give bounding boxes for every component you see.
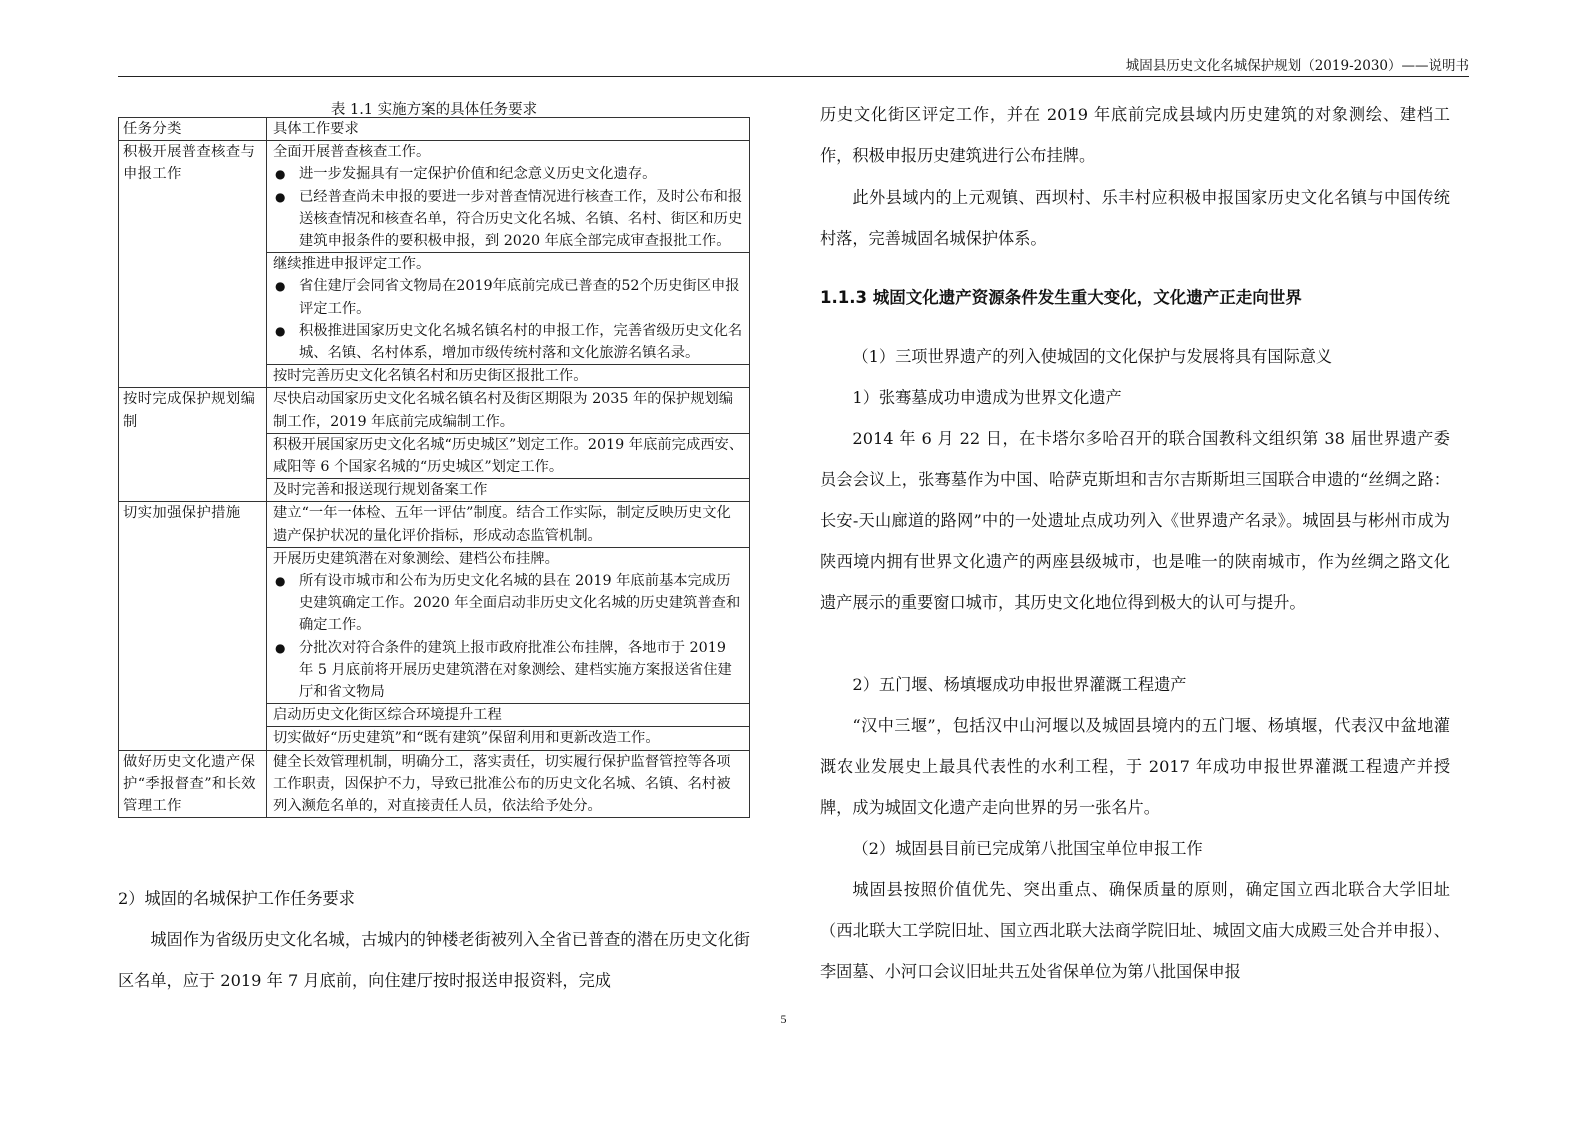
task-requirements <box>267 750 750 818</box>
task-requirements <box>267 502 750 547</box>
task-category: 按时完成保护规划编制 <box>119 388 267 502</box>
header-rule <box>118 76 1469 77</box>
bullet-text: 进一步发掘具有一定保护价值和纪念意义历史文化遗存。 <box>299 166 657 183</box>
table-row <box>119 141 750 253</box>
section-heading-1-1-3: 1.1.3 城固文化遗产资源条件发生重大变化，文化遗产正走向世界 <box>820 288 1302 307</box>
bullet-icon: ● <box>275 167 286 182</box>
requirement-text: 积极开展国家历史文化名城“历史城区”划定工作。2019 年底前完成西安、咸阳等 6 个国家名城的“历史城区”划定工作。 <box>273 436 744 476</box>
paragraph-towns: 此外县域内的上元观镇、西坝村、乐丰村应积极申报国家历史文化名镇与中国传统村落，完善城固名城保护体系。 <box>820 188 1450 248</box>
page-number: 5 <box>780 1012 787 1026</box>
bullet-text: 积极推进国家历史文化名城名镇名村的申报工作，完善省级历史文化名城、名镇、名村体系，增加市级传统村落和文化旅游名镇名录。 <box>299 322 743 362</box>
paragraph-continued: 历史文化街区评定工作，并在 2019 年底前完成县域内历史建筑的对象测绘、建档工作，积极申报历史建筑进行公布挂牌。 <box>820 105 1450 165</box>
bullet-text: 分批次对符合条件的建筑上报市政府批准公布挂牌，各地市于 2019 年 5 月底前将开展历史建筑潜在对象测绘、建档实施方案报送省住建厅和省文物局 <box>299 639 732 701</box>
bullet-item <box>273 275 744 319</box>
bullet-icon: ● <box>275 323 286 338</box>
paragraph-irrigation: “汉中三堰”，包括汉中山河堰以及城固县境内的五门堰、杨填堰，代表汉中盆地灌溉农业发展史上最具代表性的水利工程，于 2017 年成功申报世界灌溉工程遗产并授牌，成为城固文化遗产走向世界的另一张名片。 <box>820 716 1450 817</box>
task-category: 做好历史文化遗产保护“季报督查”和长效管理工作 <box>119 750 267 818</box>
table-row <box>119 750 750 818</box>
table-header-requirements: 具体工作要求 <box>267 118 750 141</box>
task-requirements <box>267 704 750 727</box>
bullet-icon: ● <box>275 279 286 294</box>
task-requirements <box>267 547 750 703</box>
bullet-icon: ● <box>275 189 286 204</box>
requirement-text: 按时完善历史文化名镇名村和历史街区报批工作。 <box>273 368 588 385</box>
bullet-icon: ● <box>275 574 286 589</box>
requirement-text: 开展历史建筑潜在对象测绘、建档公布挂牌。 <box>273 550 559 567</box>
bullet-text: 所有设市城市和公布为历史文化名城的县在 2019 年底前基本完成历史建筑确定工作。2020 年全面启动非历史文化名城的历史建筑普查和确定工作。 <box>299 573 741 634</box>
paragraph-national-units: 城固县按照价值优先、突出重点、确保质量的原则，确定国立西北联合大学旧址（西北联大工学院旧址、国立西北联大法商学院旧址、城固文庙大成殿三处合并申报）、李固墓、小河口会议旧址共五处省保单位为第八批国保申报 <box>820 880 1450 981</box>
task-requirements <box>267 365 750 388</box>
task-requirements-table <box>118 117 750 818</box>
task-requirements <box>267 433 750 478</box>
task-category: 切实加强保护措施 <box>119 502 267 750</box>
table-row <box>119 502 750 547</box>
bullet-item <box>273 320 744 364</box>
table-row <box>119 388 750 433</box>
bullet-icon: ● <box>275 640 286 655</box>
task-requirements <box>267 727 750 750</box>
subheading-zhang-qian: 1）张骞墓成功申遗成为世界文化遗产 <box>852 388 1122 407</box>
bullet-item <box>273 637 744 704</box>
requirement-text: 继续推进申报评定工作。 <box>273 256 431 273</box>
paragraph-city-task: 城固作为省级历史文化名城，古城内的钟楼老街被列入全省已普查的潜在历史文化街区名单，应于 2019 年 7 月底前，向住建厅按时报送申报资料，完成 <box>118 930 750 990</box>
requirement-text: 启动历史文化街区综合环境提升工程 <box>273 707 502 724</box>
subheading-irrigation: 2）五门堰、杨填堰成功申报世界灌溉工程遗产 <box>852 675 1187 694</box>
task-requirements <box>267 388 750 433</box>
requirement-text: 全面开展普查核查工作。 <box>273 144 431 161</box>
bullet-text: 已经普查尚未申报的要进一步对普查情况进行核查工作，及时公布和报送核查情况和核查名单，符合历史文化名城、名镇、名村、街区和历史建筑申报条件的要积极申报，到 2020 年底全部完成审查报批工作。 <box>299 188 743 250</box>
table-caption: 表 1.1 实施方案的具体任务要求 <box>330 102 538 118</box>
bullet-item <box>273 163 744 185</box>
subheading-task-requirements: 2）城固的名城保护工作任务要求 <box>118 889 355 908</box>
table-header-row <box>119 118 750 141</box>
bullet-item <box>273 186 744 253</box>
subheading-national-units: （2）城固县目前已完成第八批国宝单位申报工作 <box>852 839 1203 858</box>
document-header: 城固县历史文化名城保护规划（2019-2030）——说明书 <box>1125 58 1469 74</box>
bullet-item <box>273 570 744 637</box>
task-requirements <box>267 479 750 502</box>
requirement-text: 建立“一年一体检、五年一评估”制度。结合工作实际，制定反映历史文化遗产保护状况的量化评价指标，形成动态监管机制。 <box>273 505 731 544</box>
paragraph-zhang-qian: 2014 年 6 月 22 日，在卡塔尔多哈召开的联合国教科文组织第 38 届世界遗产委员会会议上，张骞墓作为中国、哈萨克斯坦和吉尔吉斯斯坦三国联合申遗的“丝绸之路：长安-天山廊道的路网”中的一处遗址点成功列入《世界遗产名录》。城固县与彬州市成为陕西境内拥有世界文化遗产的两座县级城市，也是唯一的陕南城市，作为丝绸之路文化遗产展示的重要窗口城市，其历史文化地位得到极大的认可与提升。 <box>820 429 1450 612</box>
task-requirements <box>267 141 750 253</box>
requirement-text: 尽快启动国家历史文化名城名镇名村及街区期限为 2035 年的保护规划编制工作，2019 年底前完成编制工作。 <box>273 391 734 430</box>
task-category: 积极开展普查核查与申报工作 <box>119 141 267 388</box>
bullet-text: 省住建厅会同省文物局在2019年底前完成已普查的52个历史街区申报评定工作。 <box>299 278 740 317</box>
requirement-text: 切实做好“历史建筑”和“既有建筑”保留利用和更新改造工作。 <box>273 730 660 747</box>
table-header-category: 任务分类 <box>119 118 267 141</box>
requirement-text: 及时完善和报送现行规划备案工作 <box>273 482 488 499</box>
requirement-text: 健全长效管理机制，明确分工，落实责任，切实履行保护监督管控等各项工作职责，因保护不力，导致已批准公布的历史文化名城、名镇、名村被列入濒危名单的，对直接责任人员，依法给予处分。 <box>273 753 731 815</box>
task-requirements <box>267 253 750 365</box>
subheading-world-heritage: （1）三项世界遗产的列入使城固的文化保护与发展将具有国际意义 <box>852 347 1333 366</box>
